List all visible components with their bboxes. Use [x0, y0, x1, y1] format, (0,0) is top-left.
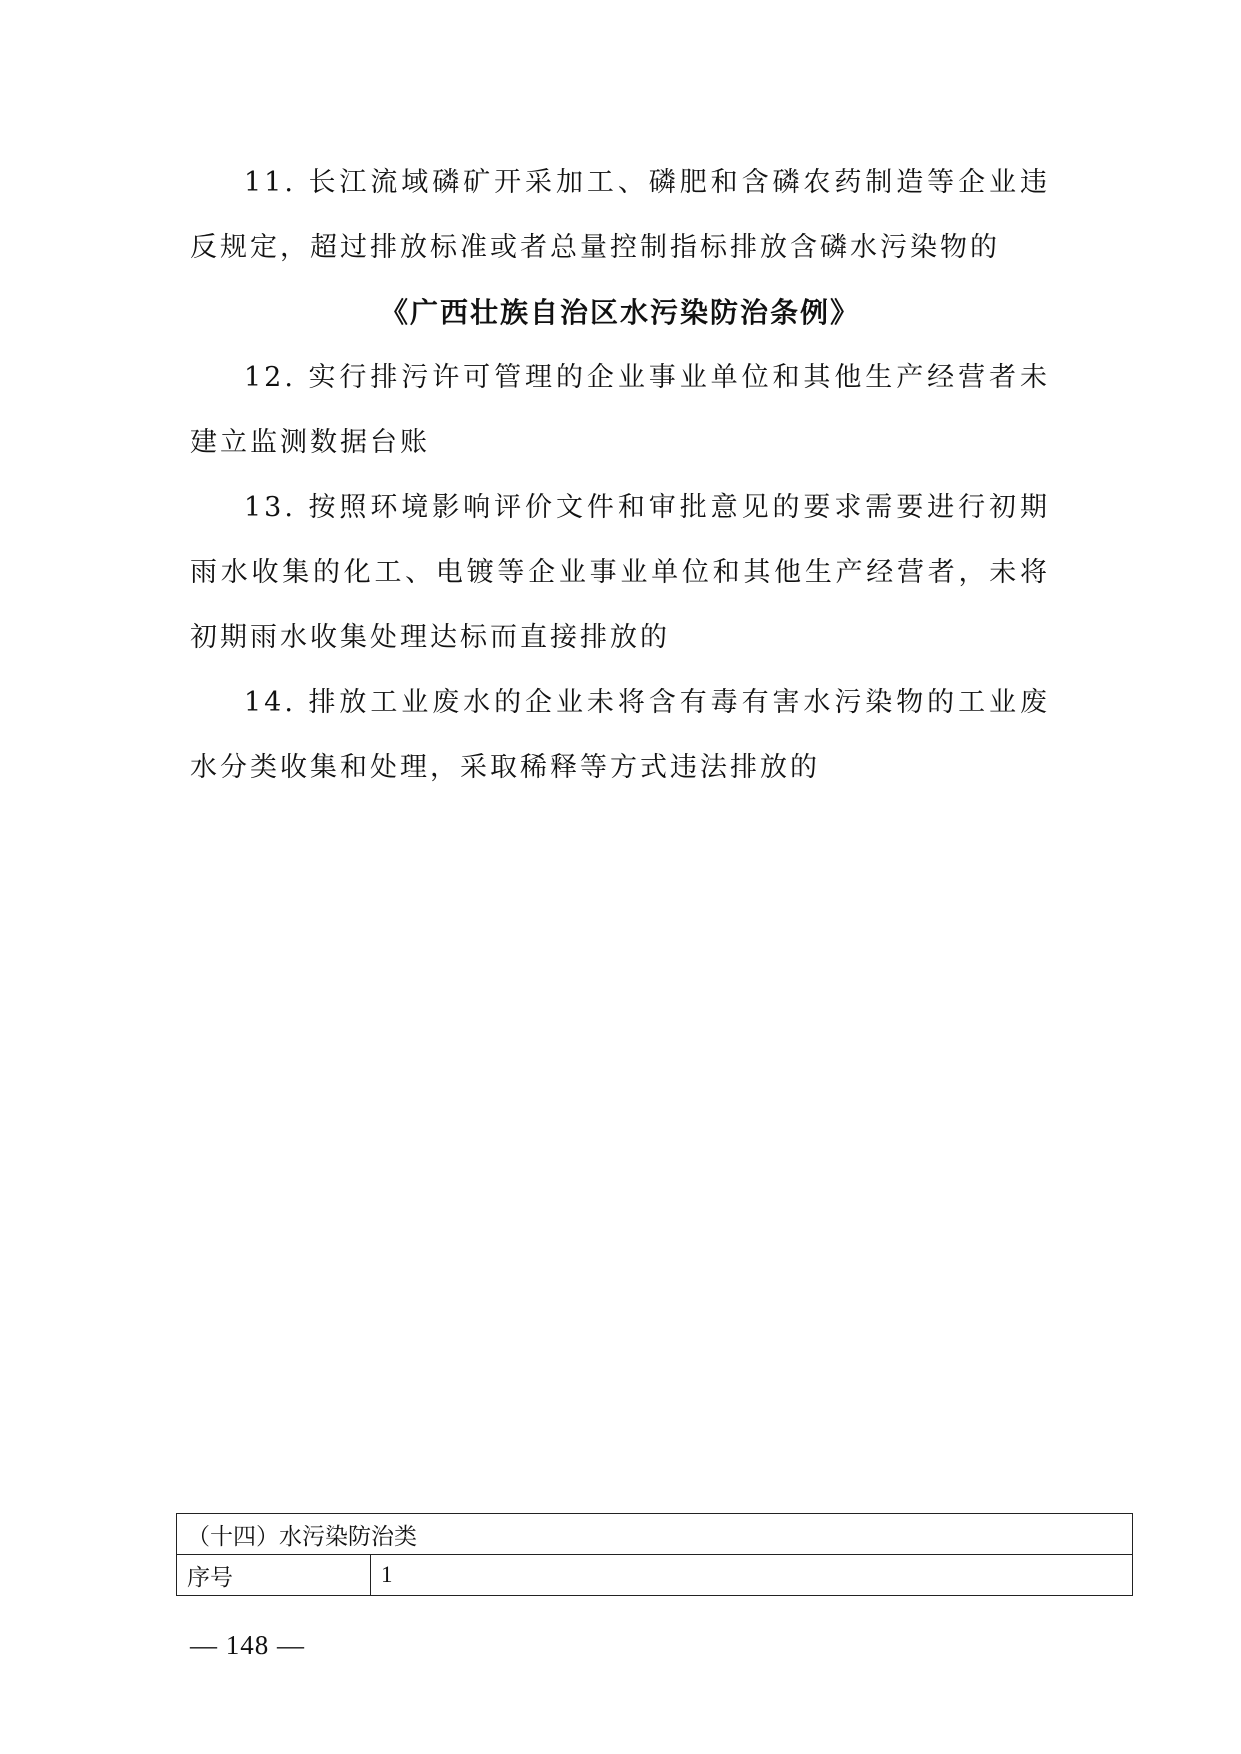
paragraph-item-13: 13. 按照环境影响评价文件和审批意见的要求需要进行初期雨水收集的化工、电镀等企业事业单位和其他生产经营者，未将初期雨水收集处理达标而直接排放的	[190, 492, 1050, 653]
table-row	[177, 1514, 1133, 1555]
table-row	[177, 1555, 1133, 1596]
table-value-cell: 1	[371, 1555, 1133, 1596]
section-heading: 《广西壮族自治区水污染防治条例》	[379, 296, 860, 329]
paragraph-item-14: 14. 排放工业废水的企业未将含有毒有害水污染物的工业废水分类收集和处理，采取稀释等方式违法排放的	[190, 687, 1050, 783]
table-category-cell: （十四）水污染防治类	[177, 1514, 1133, 1555]
document-body	[190, 150, 1050, 800]
category-table	[176, 1513, 1133, 1596]
table-label-cell: 序号	[177, 1555, 371, 1596]
paragraph-item-11: 11. 长江流域磷矿开采加工、磷肥和含磷农药制造等企业违反规定，超过排放标准或者总量控制指标排放含磷水污染物的	[190, 167, 1050, 263]
paragraph-item-12: 12. 实行排污许可管理的企业事业单位和其他生产经营者未建立监测数据台账	[190, 362, 1050, 458]
page-number: — 148 —	[190, 1630, 305, 1660]
